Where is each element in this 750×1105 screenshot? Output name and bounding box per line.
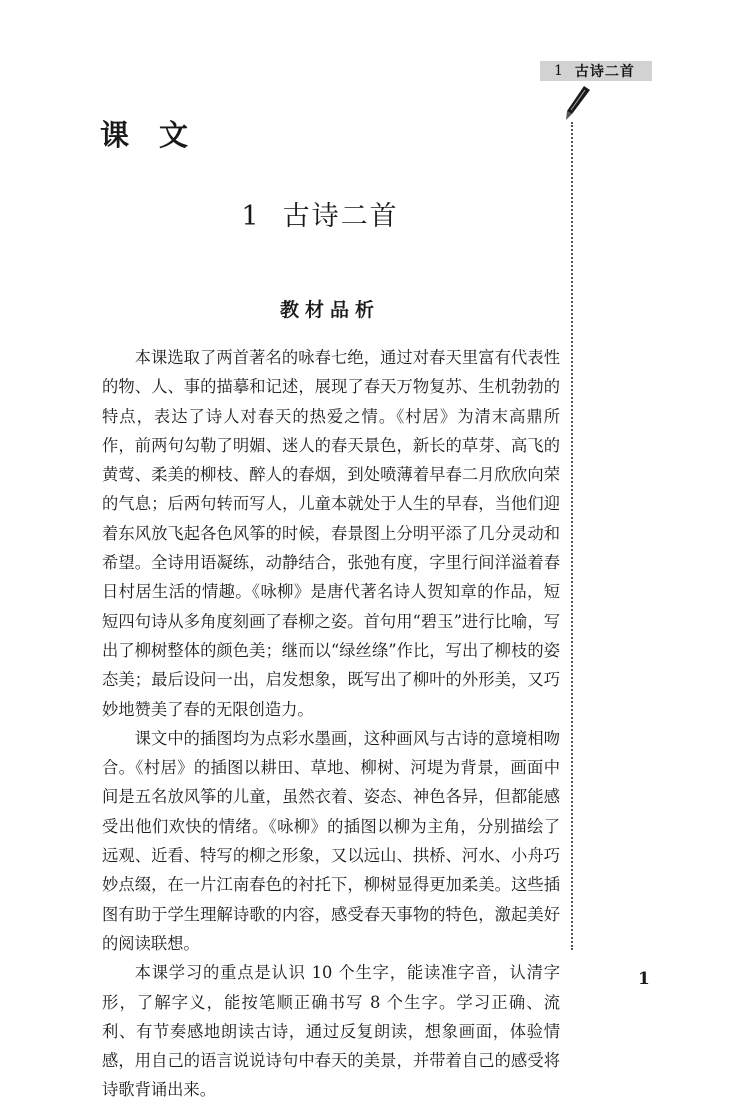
margin-dotted-line xyxy=(571,122,573,950)
lesson-title-text: 古诗二首 xyxy=(282,201,399,232)
paragraph: 课文中的插图均为点彩水墨画，这种画风与古诗的意境相吻合。《村居》的插图以耕田、草地、柳树、河堤为背景，画面中间是五名放风筝的儿童，虽然衣着、姿态、神色各异，但都能感受出他们欢快的情绪。《咏柳》的插图以柳为主角，分别描绘了远观、近看、特写的柳之形象，又以远山、拱桥、河水、小舟巧妙点缀，在一片江南春色的衬托下，柳树显得更加柔美。这些插图有助于学生理解诗歌的内容，感受春天事物的特色，激起美好的阅读联想。 xyxy=(102,728,560,953)
page-number: 1 xyxy=(638,969,650,989)
paragraph: 本课选取了两首著名的咏春七绝，通过对春天里富有代表性的物、人、事的描摹和记述，展现了春天万物复苏、生机勃勃的特点，表达了诗人对春天的热爱之情。《村居》为清末高鼎所作，前两句勾勒了明媚、迷人的春天景色，新长的草芽、高飞的黄莺、柔美的柳枝、醉人的春烟，到处喷薄着早春二月欣欣向荣的气息；后两句转而写人，儿童本就处于人生的早春，当他们迎着东风放飞起各色风筝的时候，春景图上分明平添了几分灵动和希望。全诗用语凝练，动静结合，张弛有度，字里行间洋溢着春日村居生活的情趣。《咏柳》是唐代著名诗人贺知章的作品，短短四句诗从多角度刻画了春柳之姿。首句用“碧玉”进行比喻，写出了柳树整体的颜色美；继而以“绿丝绦”作比，写出了柳枝的姿态美；最后设问一出，启发想象，既写出了柳叶的外形美，又巧妙地赞美了春的无限创造力。 xyxy=(102,348,560,719)
section-heading: 课文 xyxy=(100,118,219,152)
lesson-number: 1 xyxy=(241,201,261,232)
running-header-number: 1 xyxy=(554,63,563,79)
paragraph: 本课学习的重点是认识 10 个生字，能读准字音，认清字形，了解字义，能按笔顺正确书写 8 个生字。学习正确、流利、有节奏感地朗读古诗，通过反复朗读，想象画面，体验情感，用自己的语言说说诗句中春天的美景，并带着自己的感受将诗歌背诵出来。 xyxy=(102,963,560,1100)
lesson-title xyxy=(0,194,640,233)
running-header-title: 古诗二首 xyxy=(574,64,635,80)
subheading: 教材品析 xyxy=(279,299,380,321)
pen-icon xyxy=(562,84,592,124)
running-header xyxy=(540,61,652,81)
body-text xyxy=(102,343,560,1105)
